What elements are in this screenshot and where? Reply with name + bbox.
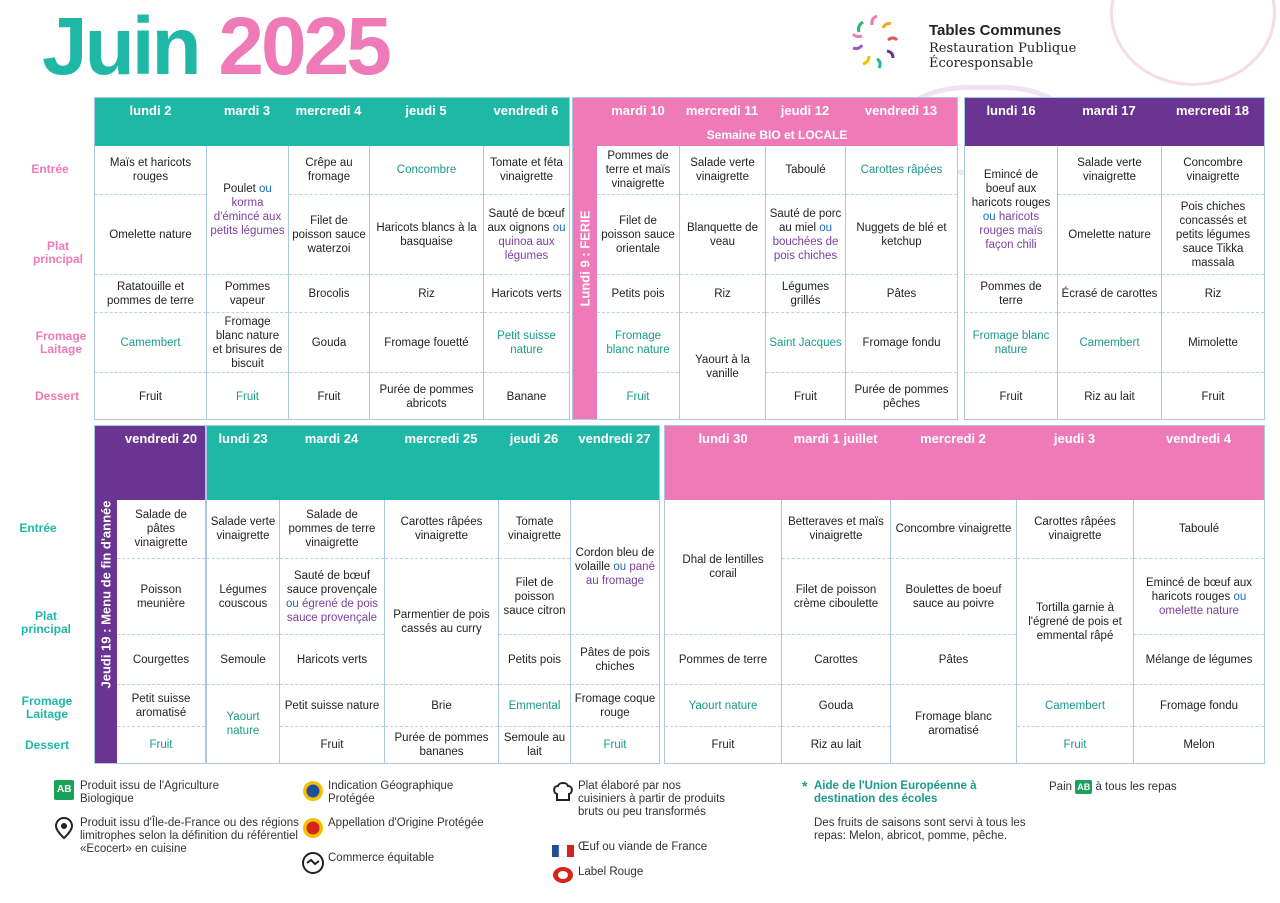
menu-garniture: Légumes grillés [766, 274, 845, 312]
day-header: mardi 10 [611, 103, 665, 118]
row-label-fromage-2: Fromage Laitage [21, 694, 73, 721]
menu-fromage: Fromage blanc nature et brisures de biscuit [207, 312, 288, 372]
day-header: vendredi 4 [1165, 431, 1232, 446]
menu-fromage: Mimolette [1162, 312, 1264, 372]
menu-plat: Filet de poisson crème ciboulette [782, 558, 890, 634]
menu-dessert: Riz au lait [782, 726, 890, 763]
menu-fromage-text: Camembert [1044, 699, 1106, 712]
day-column [288, 146, 369, 419]
menu-entree: Salade verte vinaigrette [690, 157, 755, 183]
week-6-block [664, 425, 1265, 764]
legend-aop-text: Appellation d'Origine Protégée [328, 817, 484, 829]
week-5-block [206, 425, 660, 764]
menu-entree: Crêpe au fromage [305, 157, 353, 183]
menu-plat-alt: omelette nature [1159, 604, 1239, 617]
menu-ou: ou [285, 597, 299, 610]
menu-plat: Poisson meunière [117, 558, 205, 634]
menu-entree [846, 146, 957, 194]
menu-garniture: Pâtes [846, 274, 957, 312]
menu-plat: Nuggets de blé et ketchup [846, 194, 957, 274]
menu-garniture: Carottes [782, 634, 890, 684]
ue-star-icon: * [802, 778, 808, 794]
title-month: Juin [42, 1, 199, 92]
row-label-plat-2: Plat principal [20, 609, 71, 636]
day-column [1057, 146, 1161, 419]
day-column [1016, 500, 1133, 763]
menu-entree: Concombre vinaigrette [1183, 157, 1243, 183]
menu-dessert: Purée de pommes pêches [846, 372, 957, 420]
chef-hat-icon [552, 780, 574, 804]
menu-garniture: Mélange de légumes [1134, 634, 1264, 684]
day-header: mercredi 2 [920, 431, 986, 446]
holiday-band [573, 98, 597, 419]
day-column [206, 146, 288, 419]
menu-plat-alt: égrené de pois sauce provençale [286, 597, 379, 624]
week-3-block [964, 97, 1265, 420]
menu-garniture: Riz [370, 274, 483, 312]
menu-plat: Tortilla garnie à l'égrené de pois et emmental râpé [1017, 558, 1133, 684]
menu-fromage: Brie [385, 684, 498, 726]
menu-fromage [597, 312, 679, 372]
menu-dessert [207, 372, 288, 420]
day-header: mardi 17 [1082, 103, 1136, 118]
holiday-band-text: Lundi 9 : FERIE [577, 210, 593, 307]
day-column [384, 500, 498, 763]
legend-local-text: Produit issu d'Île-de-France ou des régions limitrophes selon la définition du référentiel «Ecocert» en cuisine [80, 817, 299, 855]
day-column [765, 146, 845, 419]
menu-entree-text: Carottes râpées [860, 164, 943, 176]
menu-dessert [1017, 726, 1133, 763]
day-header: vendredi 6 [493, 103, 559, 118]
menu-dessert [597, 372, 679, 420]
menu-plat: Filet de poisson sauce waterzoi [289, 194, 369, 274]
legend-pain-text-a: Pain [1049, 781, 1073, 793]
day-column [597, 146, 679, 419]
menu-plat-combined [207, 146, 288, 274]
menu-plat-combined [965, 146, 1057, 274]
menu-fromage-text: Yaourt nature [226, 711, 260, 737]
menu-plat: Boulettes de boeuf sauce au poivre [891, 558, 1016, 634]
menu-plat-alt: bouchées de pois chiches [772, 235, 839, 262]
day-column [483, 146, 569, 419]
menu-plat: Omelette nature [1058, 194, 1161, 274]
menu-plat-alt: haricots rouges maïs façon chili [979, 211, 1043, 251]
brand-logo-icon [843, 12, 913, 80]
menu-fromage-text: Camembert [120, 336, 181, 349]
menu-fromage-text: Saint Jacques [769, 336, 842, 349]
menu-plat [1134, 558, 1264, 634]
menu-dessert: Fruit [965, 372, 1057, 420]
decor-circle [1110, 0, 1276, 86]
menu-fromage [766, 312, 845, 372]
menu-plat: Parmentier de pois cassés au curry [385, 558, 498, 684]
brand-subtitle-line1: Restauration Publique [929, 41, 1077, 56]
menu-entree: Salade verte vinaigrette [1077, 157, 1142, 183]
day-column [890, 500, 1016, 763]
menu-entree: Salade verte vinaigrette [210, 516, 276, 542]
menu-plat-text: Emincé de boeuf aux haricots rouges [971, 169, 1051, 209]
menu-entree: Concombre vinaigrette [895, 523, 1012, 535]
menu-dessert: Purée de pommes bananes [385, 726, 498, 763]
end-of-year-band [95, 426, 117, 763]
menu-plat-text: Sauté de bœuf aux oignons [487, 207, 565, 234]
menu-entree-text: Concombre [396, 164, 457, 176]
week-5-header [207, 426, 659, 500]
day-header: mercredi 18 [1176, 103, 1249, 118]
pain-ab-icon: AB [1077, 782, 1091, 792]
menu-dessert: Riz au lait [1058, 372, 1161, 420]
menu-dessert-text: Fruit [626, 390, 650, 403]
menu-dessert [571, 726, 659, 763]
day-column [1161, 146, 1264, 419]
menu-fromage [499, 684, 570, 726]
menu-dessert-text: Fruit [149, 739, 173, 751]
legend-equitable-text: Commerce équitable [328, 852, 435, 864]
menu-fromage: Fromage blanc aromatisé [891, 684, 1016, 763]
day-header: vendredi 20 [124, 431, 198, 446]
day-column [1133, 500, 1264, 763]
menu-dessert: Fruit [1162, 372, 1264, 420]
menu-fromage-text: Emmental [508, 699, 561, 712]
menu-plat: Filet de poisson sauce orientale [597, 194, 679, 274]
day-header: lundi 2 [129, 103, 172, 118]
menu-dessert: Fruit [95, 372, 206, 420]
week-2-header [597, 98, 957, 146]
menu-fromage: Gouda [289, 312, 369, 372]
menu-ou: ou [819, 221, 833, 234]
menu-fromage-text: Petit suisse nature [497, 329, 556, 356]
menu-dessert: Fruit [766, 372, 845, 420]
row-label-fromage: Fromage Laitage [35, 329, 87, 356]
day-header: mardi 3 [223, 103, 271, 118]
menu-fromage [484, 312, 569, 372]
day-header: lundi 16 [986, 103, 1036, 118]
bio-ab-icon: AB [54, 780, 74, 800]
day-header: mercredi 4 [295, 103, 362, 118]
menu-garniture: Écrasé de carottes [1058, 274, 1161, 312]
day-column [95, 146, 206, 419]
menu-entree: Tomate et féta vinaigrette [490, 157, 563, 183]
legend-pain-text-b: à tous les repas [1095, 781, 1177, 793]
brand-subtitle [929, 41, 1076, 71]
menu-plat-text: Sauté de porc au miel [769, 207, 842, 234]
week-theme: Semaine BIO et LOCALE [706, 128, 848, 142]
location-pin-icon [54, 817, 74, 839]
week-4-header [117, 426, 205, 500]
igp-seal-icon [302, 780, 324, 802]
menu-fromage [965, 312, 1057, 372]
menu-entree: Maïs et haricots rouges [109, 157, 192, 183]
day-column [845, 146, 957, 419]
day-column [665, 500, 781, 763]
end-of-year-band-text: Jeudi 19 : Menu de fin d'année [98, 500, 114, 689]
menu-garniture: Pommes vapeur [207, 274, 288, 312]
menu-fromage: Fromage fondu [1134, 684, 1264, 726]
menu-ou: ou [552, 221, 566, 234]
row-label-dessert-2: Dessert [24, 738, 70, 752]
day-column [781, 500, 890, 763]
menu-garniture: Petits pois [499, 634, 570, 684]
day-header: lundi 30 [698, 431, 748, 446]
menu-fromage [95, 312, 206, 372]
aop-seal-icon [302, 817, 324, 839]
menu-dessert: Fruit [289, 372, 369, 420]
legend-fruits-text: Des fruits de saisons sont servi à tous les repas: Melon, abricot, pomme, pêche. [814, 817, 1026, 842]
menu-plat-alt: pané au fromage [585, 561, 655, 587]
menu-entree: Tomate vinaigrette [507, 516, 562, 542]
menu-garniture: Pâtes de pois chiches [571, 634, 659, 684]
menu-entree: Pommes de terre et maïs vinaigrette [605, 150, 671, 190]
menu-garniture: Brocolis [289, 274, 369, 312]
menu-plat-text: Poulet [223, 183, 256, 195]
menu-dessert: Purée de pommes abricots [370, 372, 483, 420]
menu-dessert: Fruit [665, 726, 781, 763]
brand-name: Tables Communes [929, 22, 1062, 39]
menu-entree [370, 146, 483, 194]
menu-dessert: Melon [1134, 726, 1264, 763]
menu-fromage: Fromage fondu [846, 312, 957, 372]
legend-ue-text: Aide de l'Union Européenne à destination des écoles [814, 780, 977, 805]
day-header: jeudi 12 [780, 103, 830, 118]
menu-plat [766, 194, 845, 274]
day-column [207, 500, 279, 763]
menu-plat: Omelette nature [95, 194, 206, 274]
day-column [279, 500, 384, 763]
menu-garniture: Pommes de terre [665, 634, 781, 684]
legend-france-text: Œuf ou viande de France [578, 841, 708, 853]
week-4-block [94, 425, 206, 764]
row-label-entree: Entrée [31, 162, 69, 176]
menu-fromage: Petit suisse aromatisé [117, 684, 205, 726]
day-header: mercredi 25 [404, 431, 478, 446]
menu-plat [484, 194, 569, 274]
menu-plat [280, 558, 384, 634]
day-header: mardi 24 [304, 431, 359, 446]
menu-entree: Taboulé [1178, 523, 1220, 535]
menu-garniture: Courgettes [117, 634, 205, 684]
day-column [117, 500, 205, 763]
fair-trade-handshake-icon [302, 852, 324, 874]
menu-garniture: Pommes de terre [965, 274, 1057, 312]
menu-garniture: Riz [680, 274, 765, 312]
label-rouge-icon [552, 866, 574, 884]
menu-fromage: Gouda [782, 684, 890, 726]
menu-plat-text: Sauté de bœuf sauce provençale [286, 569, 378, 596]
menu-fromage: Yaourt à la vanille [680, 312, 765, 420]
menu-garniture: Petits pois [597, 274, 679, 312]
menu-fromage: Petit suisse nature [280, 684, 384, 726]
menu-plat: Blanquette de veau [680, 194, 765, 274]
legend-fruits [814, 817, 1034, 843]
menu-fromage-text: Fromage blanc nature [606, 329, 670, 356]
legend-fait-maison-text: Plat élaboré par nos cuisiniers à partir de produits bruts ou peu transformés [578, 780, 726, 818]
week-2-block [572, 97, 958, 420]
day-header: vendredi 13 [864, 103, 938, 118]
menu-plat-alt: korma d'émincé aux petits légumes [210, 197, 285, 237]
week-6-header [665, 426, 1264, 500]
row-label-plat: Plat principal [32, 239, 83, 266]
menu-dessert [117, 726, 205, 763]
menu-fromage [1017, 684, 1133, 726]
menu-garniture: Pâtes [891, 634, 1016, 684]
day-header: vendredi 27 [578, 431, 651, 446]
menu-fromage-text: Camembert [1079, 336, 1140, 349]
legend-label-rouge-text: Label Rouge [578, 866, 644, 878]
menu-ou: ou [1233, 590, 1247, 603]
day-column [369, 146, 483, 419]
legend-pain [1049, 780, 1177, 794]
menu-plat: Haricots blancs à la basquaise [370, 194, 483, 274]
day-column [965, 146, 1057, 419]
menu-entree: Carottes râpées vinaigrette [1034, 516, 1116, 542]
menu-dessert-text: Fruit [236, 390, 259, 403]
menu-dessert: Banane [484, 372, 569, 420]
legend-igp-text: Indication Géographique Protégée [328, 780, 454, 805]
menu-plat-alt: quinoa aux légumes [498, 235, 555, 262]
row-label-dessert: Dessert [34, 389, 80, 403]
menu-garniture: Haricots verts [484, 274, 569, 312]
menu-fromage [207, 684, 279, 763]
brand-subtitle-line2: Écoresponsable [929, 56, 1034, 71]
menu-dessert: Semoule au lait [499, 726, 570, 763]
menu-plat: Légumes couscous [207, 558, 279, 634]
menu-garniture: Haricots verts [280, 634, 384, 684]
menu-plat: Filet de poisson sauce citron [499, 558, 570, 634]
menu-fromage-text: Yaourt nature [688, 699, 758, 712]
menu-ou: ou [613, 561, 627, 573]
menu-plat-text: Emincé de bœuf aux haricots rouges [1145, 576, 1253, 603]
menu-entree: Taboulé [785, 164, 826, 176]
menu-plat-combined [571, 500, 659, 634]
menu-dessert: Fruit [280, 726, 384, 763]
legend-bio-text: Produit issu de l'Agriculture Biologique [80, 780, 219, 805]
menu-fromage: Fromage coque rouge [571, 684, 659, 726]
day-column [498, 500, 570, 763]
day-column [679, 146, 765, 419]
week-1-header [95, 98, 569, 146]
day-header: mercredi 11 [685, 103, 759, 118]
day-header: jeudi 5 [405, 103, 447, 118]
menu-fromage [665, 684, 781, 726]
menu-dessert-text: Fruit [603, 739, 627, 751]
title-year: 2025 [218, 1, 389, 92]
menu-ou: ou [982, 211, 996, 223]
week-1-block [94, 97, 570, 420]
menu-plat: Dhal de lentilles corail [682, 554, 764, 580]
menu-dessert-text: Fruit [1063, 739, 1087, 751]
menu-plat-text: Cordon bleu de volaille [575, 547, 655, 573]
row-label-entree-2: Entrée [19, 521, 57, 535]
day-header: jeudi 3 [1053, 431, 1096, 446]
menu-garniture: Riz [1162, 274, 1264, 312]
page-title [42, 1, 389, 92]
day-header: mardi 1 juillet [793, 431, 878, 446]
menu-fromage [1058, 312, 1161, 372]
menu-plat: Pois chiches concassés et petits légumes sauce Tikka massala [1162, 194, 1264, 274]
day-column [570, 500, 659, 763]
menu-ou: ou [259, 183, 272, 195]
menu-garniture: Ratatouille et pommes de terre [95, 274, 206, 312]
menu-entree: Betteraves et maïs vinaigrette [788, 516, 884, 542]
france-flag-icon [552, 841, 574, 859]
day-header: lundi 23 [218, 431, 268, 446]
menu-entree: Salade de pâtes vinaigrette [134, 509, 188, 549]
day-header: jeudi 26 [509, 431, 559, 446]
menu-fromage: Fromage fouetté [370, 312, 483, 372]
menu-garniture: Semoule [207, 634, 279, 684]
week-3-header [965, 98, 1264, 146]
menu-fromage-text: Fromage blanc nature [972, 329, 1050, 356]
menu-entree: Carottes râpées vinaigrette [400, 516, 483, 542]
menu-entree: Salade de pommes de terre vinaigrette [288, 509, 376, 549]
